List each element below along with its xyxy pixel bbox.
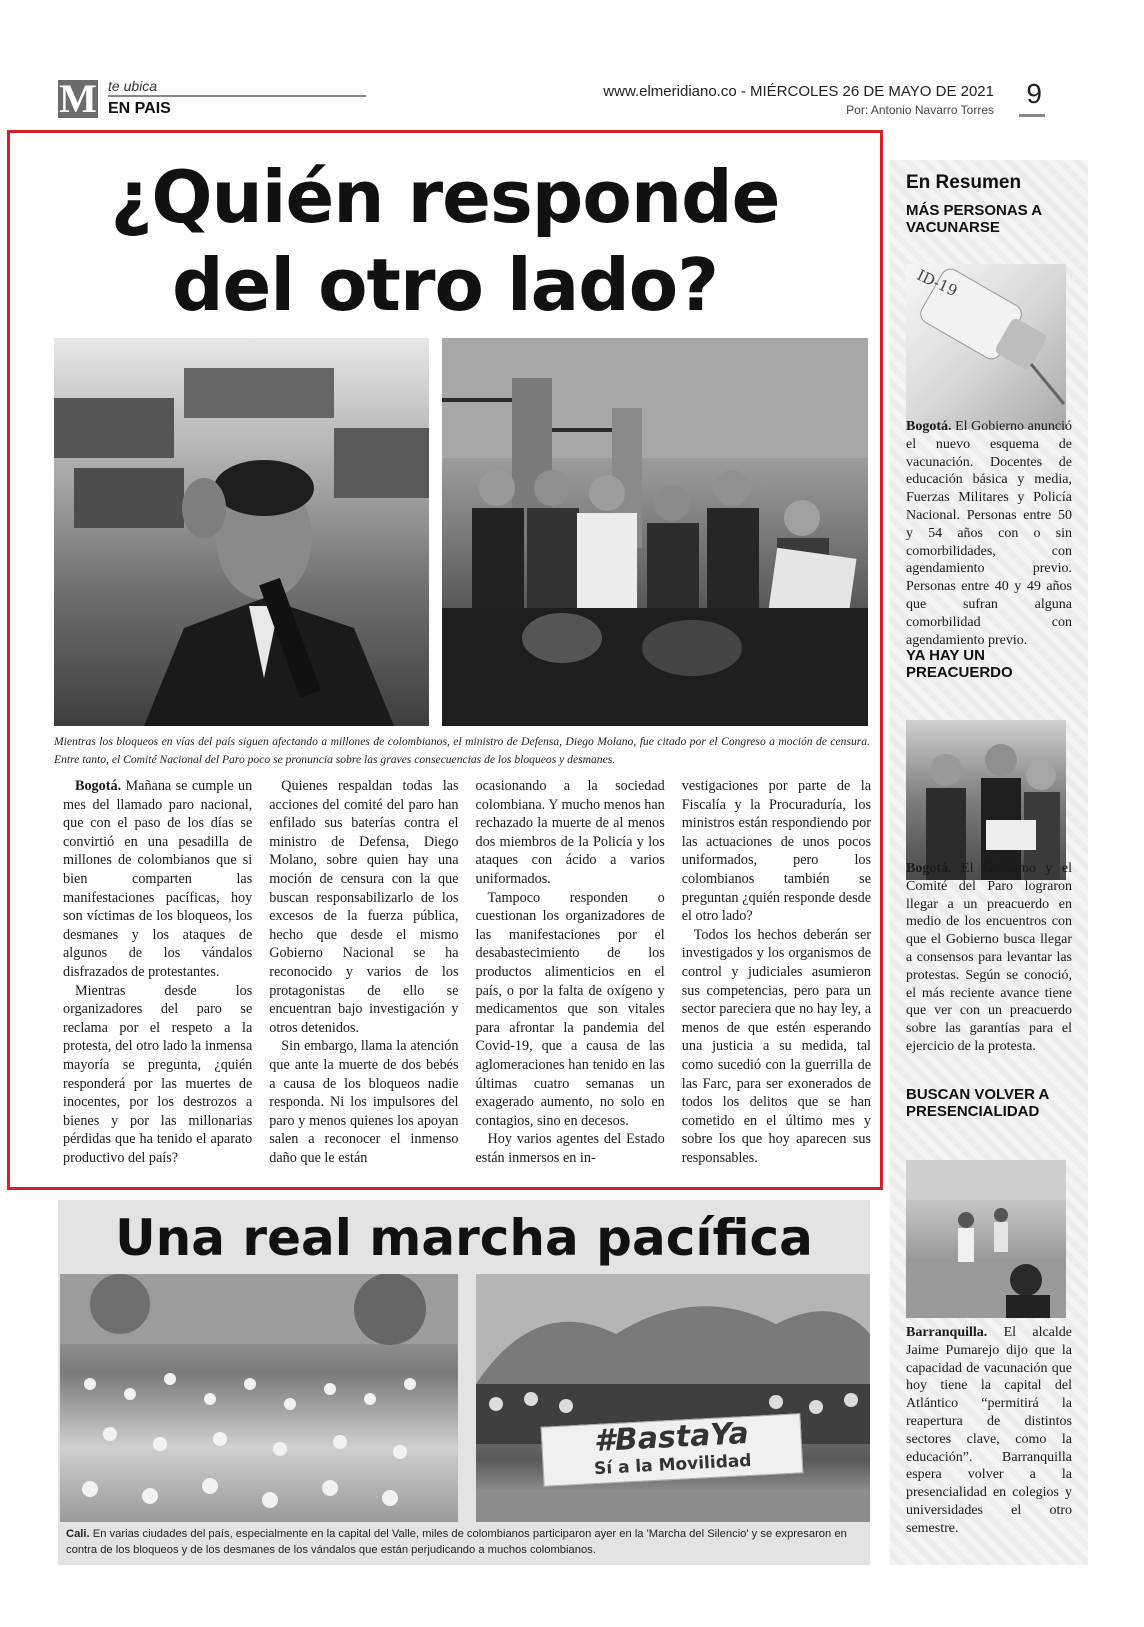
article-column-1 [63,777,252,1167]
main-headline [10,153,880,329]
banner-hashtag: #BastaYa [593,1415,750,1460]
caption-city: Cali. [66,1528,90,1540]
headline-line-2: del otro lado? [171,243,719,327]
sidebar-text-preagreement [906,860,1072,1056]
march-illustration [476,1274,870,1522]
section-divider [108,95,366,97]
sidebar-heading-vaccination: MÁS PERSONAS A VACUNARSE [906,202,1042,236]
sidebar-dateline: Bogotá. [906,419,952,434]
sidebar-text-vaccination [906,418,1072,649]
paragraph: vestigaciones por parte de la Fiscalía y la Procuraduría, los ministros están respondiendo por las actuaciones de unos pocos uniformados, pero los colombianos también se preguntan ¿quién responde desde el otro lado? [681,778,871,925]
sidebar-paragraph: El Gobierno y el Comité del Paro lograron llegar a un preacuerdo en medio de los encuentros con que el Gobierno busca llegar a consensos para levantar las protestas. Según se conoció, el más reciente avance tiene que ver con un preacuerdo sobre las garantías para el ejercicio de la protesta. [906,861,1073,1054]
paro-committee-illustration [442,338,868,726]
preagreement-photo [906,720,1066,880]
crowd-illustration [60,1274,458,1522]
headline-line-1: ¿Quién responde [110,155,780,239]
caption-text: En varias ciudades del país, especialmente en la capital del Valle, miles de colombianos participaron ayer en la 'Marcha del Silencio' y se expresaron en contra de los bloqueos y de los desmanes de los vándalos que están perjudicando a muchos colombianos. [66,1528,847,1556]
article-column-3 [476,777,665,1167]
sidebar-heading-preagreement: YA HAY UN PREACUERDO [906,647,1013,681]
section-kicker: te ubica [108,78,158,94]
paragraph: Sin embargo, llama la atención que ante la muerte de dos bebés a causa de los bloqueos nadie responda. Ni los impulsores del paro y menos quienes los apoyan salen a reconocer el inmenso daño que le están [269,1038,459,1166]
summary-sidebar [890,160,1088,1565]
newspaper-logo: M [59,76,97,121]
dateline-city: Bogotá. [75,778,122,794]
sidebar-dateline: Bogotá. [906,861,952,876]
byline: Por: Antonio Navarro Torres [846,103,994,117]
vaccine-vial-photo [906,264,1066,429]
paragraph: Hoy varios agentes del Estado están inmersos en in- [475,1131,665,1166]
bottom-article [58,1200,870,1565]
banner-slogan: Sí a la Movilidad [593,1450,752,1480]
meeting-illustration [906,720,1066,880]
vaccination-center-illustration [906,1160,1066,1318]
march-crowd-photo [60,1274,458,1522]
sidebar-dateline: Barranquilla. [906,1325,988,1340]
article-body [63,777,871,1167]
bottom-photo-caption [66,1526,866,1558]
section-name: EN PAIS [108,100,171,117]
paragraph: Mientras desde los organizadores del paro se reclama por el respeto a la protesta, del otro lado la inmensa mayoría se pregunta, ¿quién responderá por las muertes de inocentes, por los destrozos a bienes y por las millonarias pérdidas que ha tenido el aparato productivo del país? [63,982,253,1166]
minister-photo [54,338,429,726]
vial-label: ID-19 [914,265,961,301]
paragraph [63,777,252,982]
minister-photo-illustration [54,338,429,726]
vaccination-center-photo [906,1160,1066,1318]
sidebar-title: En Resumen [906,172,1022,193]
article-column-4 [682,777,871,1167]
sidebar-paragraph: El alcalde Jaime Pumarejo dijo que la capacidad de vacunación que hoy tiene la capital del Atlántico “permitirá la reapertura de distintos sectores clave, como la educación”. Barranquilla espera volver a la presencialidad en colegios y universidades el otro semestre. [906,1325,1072,1536]
paragraph: ocasionando a la sociedad colombiana. Y mucho menos han rechazado la muerte de al menos dos miembros de la Policía y los ataques con ácido a varios uniformados. [475,778,665,887]
paragraph: Quienes respaldan todas las acciones del comité del paro han enfilado sus baterías contra el ministro de Defensa, Diego Molano, sobre quien hay una moción de censura con la que buscan responsabilizarlo de los excesos de la fuerza pública, hecho que desde el mismo Gobierno Nacional se ha reconocido y varios de los protagonistas de ello se encuentran bajo investigación y otros detenidos. [269,778,459,1036]
main-photo-caption: Mientras los bloqueos en vías del país siguen afectando a millones de colombianos, el ministro de Defensa, Diego Molano, fue citado por el Congreso a moción de censura. Entre tanto, el Comité Nacional del Paro poco se pronuncia sobre las graves consecuencias de los bloqueos y desmanes. [54,735,870,766]
page-number: 9 [1026,78,1042,109]
sidebar-heading-in-person: BUSCAN VOLVER A PRESENCIALIDAD [906,1086,1049,1120]
article-column-2 [269,777,458,1167]
paragraph-text: Mañana se cumple un mes del llamado paro nacional, que con el paso de los días se convirtió en una pesadilla de millones de colombianos que si bien comparten las manifestaciones pacíficas, hoy son víctimas de los bloqueos, los desmanes y los ataques de algunos de los vándalos disfrazados de protestantes. [63,778,253,980]
sidebar-text-in-person [906,1324,1072,1538]
paragraph: Todos los hechos deberán ser investigados y los organismos de control y judiciales asumieron sus competencias, pero para un sector pareciera que no hay ley, a menos de que estén esperando una justicia a su medida, tal como sucedió con la guerrilla de las Farc, para ser exonerados de todos los delitos que se han cometido en el último mes y sobre los que hoy aparecen sus responsables. [681,926,871,1166]
main-article [7,130,883,1190]
bottom-headline: Una real marcha pacífica [115,1209,813,1267]
paro-committee-photo [442,338,868,726]
bastaya-march-photo [476,1274,870,1522]
page-number-rule [1019,114,1045,117]
dateline[interactable]: www.elmeridiano.co - MIÉRCOLES 26 DE MAYO DE 2021 [603,83,994,100]
paragraph: Tampoco responden o cuestionan los organizadores de las manifestaciones por el desabastecimiento de los productos alimenticios en el país, o por la falta de oxígeno y medicamentos que son vitales para afrontar la pandemia del Covid-19, que a causa de las aglomeraciones han tenido en las últimas cuatro semanas un exagerado aumento, no solo en contagios, sino en decesos. [475,889,665,1129]
sidebar-paragraph: El Gobierno anunció el nuevo esquema de vacunación. Docentes de educación básica y media, Fuerzas Militares y Policía Nacional. Personas entre 50 y 54 años con o sin comorbilidades, con agendamiento previo. Personas entre 40 y 49 años que sufran alguna comorbilidad con agendamiento previo. [906,419,1072,648]
page-header [58,78,1082,122]
